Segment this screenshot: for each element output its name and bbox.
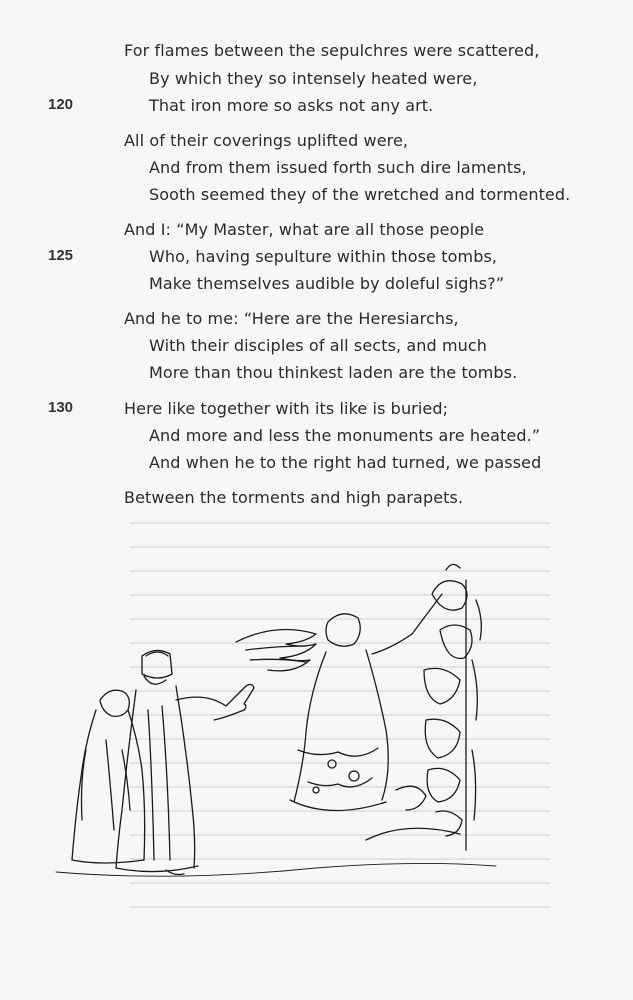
verse-line: All of their coverings uplifted were, <box>124 131 409 150</box>
verse-line: Between the torments and high parapets. <box>124 488 464 507</box>
verse-line: Here like together with its like is buried; <box>124 399 449 418</box>
verse-line: And when he to the right had turned, we passed <box>149 453 542 472</box>
verse-line: More than thou thinkest laden are the tombs. <box>149 363 518 382</box>
line-drawing-icon <box>36 550 536 890</box>
verse-line: With their disciples of all sects, and much <box>149 336 488 355</box>
illustration <box>36 550 536 890</box>
verse-line: And from them issued forth such dire laments, <box>149 158 527 177</box>
verse-line: Who, having sepulture within those tombs, <box>149 247 498 266</box>
verse-line: For flames between the sepulchres were scattered, <box>124 41 540 60</box>
verse-line: That iron more so asks not any art. <box>149 96 434 115</box>
verse-line: And he to me: “Here are the Heresiarchs, <box>124 309 459 328</box>
verse-line: And more and less the monuments are heated.” <box>149 426 541 445</box>
verse-line: And I: “My Master, what are all those people <box>124 220 485 239</box>
line-number-120: 120 <box>48 96 74 113</box>
verse-line: By which they so intensely heated were, <box>149 69 478 88</box>
line-number-125: 125 <box>48 247 74 264</box>
verse-line: Sooth seemed they of the wretched and tormented. <box>149 185 571 204</box>
verse-line: Make themselves audible by doleful sighs?” <box>149 274 505 293</box>
line-number-130: 130 <box>48 399 74 416</box>
